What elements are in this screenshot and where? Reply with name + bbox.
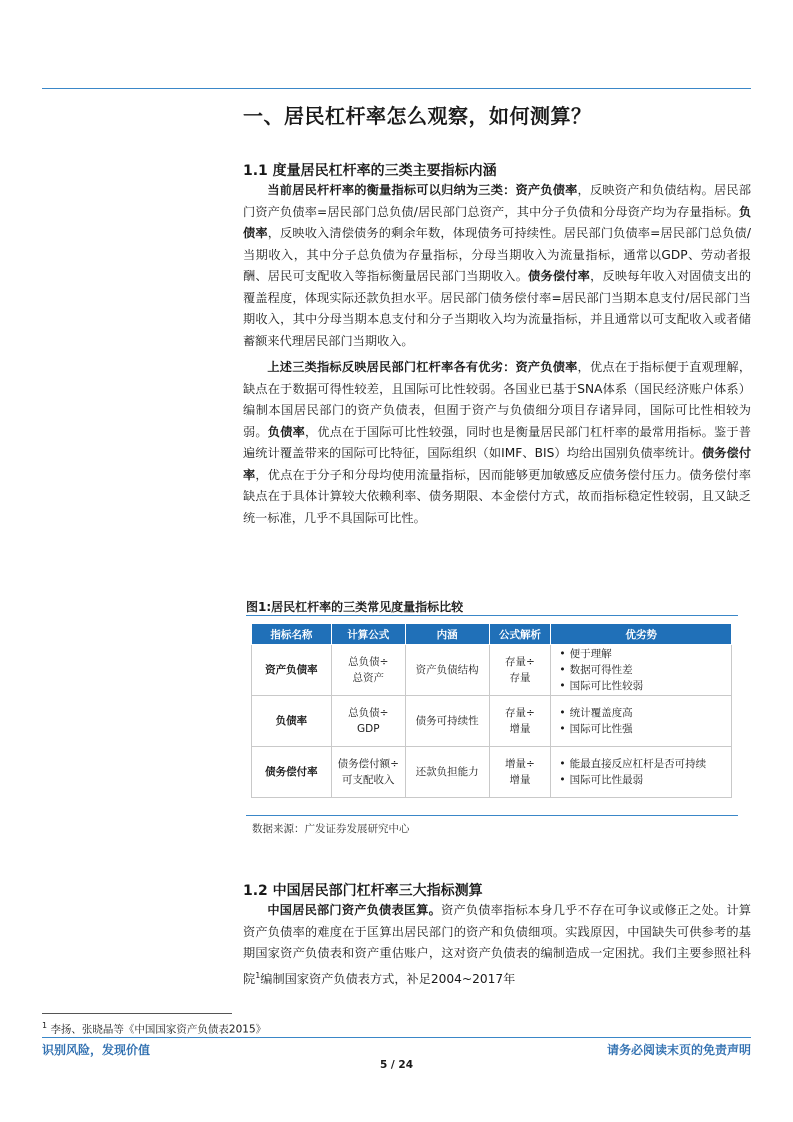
figure-bottom-rule	[246, 815, 738, 816]
figure-top-rule	[246, 615, 738, 616]
formula-line: 总负债÷	[348, 656, 389, 668]
paragraph-indicator-definitions	[243, 180, 751, 352]
cell-analysis	[489, 747, 551, 798]
footnote-reference[interactable]: 1	[255, 970, 261, 980]
footnote-text: 李扬、张晓晶等《中国国家资产负债表2015》	[50, 1023, 267, 1036]
para2-text-2: ，优点在于国际可比性较强，同时也是衡量居民部门杠杆率的最常用指标。鉴于普遍统计覆盖带来的国际可比特征，国际组织（如IMF、BIS）均给出国别负债率统计。	[243, 424, 752, 460]
bullet-item: • 国际可比性强	[559, 721, 727, 737]
header-formula: 计算公式	[331, 624, 405, 645]
para2-bold-2: 负债率	[267, 424, 305, 439]
table-row	[252, 645, 732, 696]
bullet-item: • 统计覆盖度高	[559, 705, 727, 721]
footer-rule	[42, 1037, 751, 1038]
cell-formula	[331, 645, 405, 696]
s12-text-b: 编制国家资产负债表方式，补足2004~2017年	[260, 971, 516, 986]
para1-bold-3: 债务偿付率	[528, 269, 591, 283]
bullet-item: • 国际可比性最弱	[559, 772, 727, 788]
footer-slogan: 识别风险，发现价值	[42, 1043, 151, 1057]
formula-line: 总负债÷	[348, 707, 389, 719]
footnote-rule	[42, 1013, 232, 1014]
header-analysis: 公式解析	[489, 624, 551, 645]
section-1-1-body	[243, 180, 751, 529]
subsection-heading-1-1: 1.1 度量居民杠杆率的三类主要指标内涵	[243, 163, 497, 179]
para2-bold-3: 债务偿付率	[243, 446, 752, 482]
cell-pros-cons	[551, 696, 732, 747]
table-row	[252, 696, 732, 747]
para1-text-2: ，反映收入清偿债务的剩余年数，体现债务可持续性。居民部门负债率=居民部门总负债/当期收入，其中分子总负债为存量指标，分母当期收入为流量指标，通常以GDP、劳动者报酬、居民可支配收入等指标衡量居民部门当期收入。	[243, 226, 752, 283]
cell-formula	[331, 696, 405, 747]
bullet-item: • 便于理解	[559, 646, 727, 662]
figure-source: 数据来源：广发证券发展研究中心	[252, 823, 410, 835]
cell-analysis	[489, 645, 551, 696]
cell-meaning: 还款负担能力	[405, 747, 489, 798]
analysis-line: 增量	[509, 774, 531, 786]
s12-intro: 中国居民部门资产负债表匡算。	[267, 903, 442, 917]
para1-text-1: ，反映资产和负债结构。居民部门资产负债率=居民部门总负债/居民部门总资产，其中分子负债和分母资产均为存量指标。	[243, 183, 752, 219]
analysis-line: 增量÷	[505, 758, 535, 770]
subsection-heading-1-2: 1.2 中国居民部门杠杆率三大指标测算	[243, 883, 483, 899]
section-1-2-body	[243, 900, 751, 990]
footnote-number: 1	[42, 1021, 48, 1030]
cell-analysis	[489, 696, 551, 747]
analysis-line: 存量÷	[505, 707, 535, 719]
bullet-item: • 能最直接反应杠杆是否可持续	[559, 756, 727, 772]
cell-indicator-name: 负债率	[252, 696, 332, 747]
formula-line: 可支配收入	[342, 774, 395, 786]
formula-line: 债务偿付额÷	[337, 758, 399, 770]
bullet-item: • 数据可得性差	[559, 662, 727, 678]
table-header-row	[252, 624, 732, 645]
para1-text-3: ，反映每年收入对固债支出的覆盖程度，体现实际还款负担水平。居民部门债务偿付率=居民部门当期本息支付/居民部门当期收入，其中分母当期本息支付和分子当期收入均为流量指标，并且通常以可支配收入或者储蓄额来代理居民部门当期收入。	[243, 269, 752, 348]
section-title: 一、居民杠杆率怎么观察，如何测算？	[243, 104, 592, 128]
analysis-line: 增量	[509, 723, 531, 735]
cell-indicator-name: 债务偿付率	[252, 747, 332, 798]
cell-formula	[331, 747, 405, 798]
analysis-line: 存量	[509, 672, 531, 684]
formula-line: 总资产	[352, 672, 385, 684]
para2-intro: 上述三类指标反映居民部门杠杆率各有优劣：资产负债率	[267, 360, 578, 374]
para2-text-3: ，优点在于分子和分母均使用流量指标，因而能够更加敏感反应债务偿付压力。债务偿付率缺点在于具体计算较大依赖利率、债务期限、本金偿付方式，故而指标稳定性较弱，且又缺乏统一标准，几乎不具国际可比性。	[243, 467, 752, 525]
cell-pros-cons	[551, 645, 732, 696]
paragraph-pros-cons	[243, 357, 751, 529]
cell-meaning: 债务可持续性	[405, 696, 489, 747]
paragraph-balance-sheet	[243, 900, 751, 990]
para1-intro: 当前居民杆杆率的衡量指标可以归纳为三类：资产负债率	[267, 183, 578, 197]
formula-line: GDP	[356, 723, 380, 735]
cell-indicator-name: 资产负债率	[252, 645, 332, 696]
table-row	[252, 747, 732, 798]
cell-pros-cons	[551, 747, 732, 798]
bullet-item: • 国际可比性较弱	[559, 678, 727, 694]
page-number: 5 / 24	[379, 1059, 414, 1071]
para1-bold-2: 负债率	[243, 204, 751, 240]
analysis-line: 存量÷	[505, 656, 535, 668]
cell-meaning: 资产负债结构	[405, 645, 489, 696]
para2-text-1: ，优点在于指标便于直观理解，缺点在于数据可得性较差，且国际可比性较弱。各国业已基于SNA体系（国民经济账户体系）编制本国居民部门的资产负债表，但囿于资产与负债细分项目存诸异同，国际可比性相较为弱。	[243, 360, 752, 439]
figure-title: 图1:居民杠杆率的三类常见度量指标比较	[246, 600, 464, 614]
header-rule	[42, 88, 751, 89]
footer-disclaimer-link[interactable]: 请务必阅读末页的免责声明	[606, 1043, 751, 1057]
header-meaning: 内涵	[405, 624, 489, 645]
s12-text-a: 资产负债率指标本身几乎不存在可争议或修正之处。计算资产负债率的难度在于匡算出居民部门的资产和负债细项。实践原因，中国缺失可供参考的基期国家资产负债表和资产重估账户，这对资产负债表的编制造成一定困扰。我们主要参照社科院	[243, 903, 752, 986]
header-pros-cons: 优劣势	[551, 624, 732, 645]
footnote	[42, 1021, 266, 1037]
metrics-comparison-table	[251, 623, 732, 798]
header-indicator-name: 指标名称	[252, 624, 332, 645]
